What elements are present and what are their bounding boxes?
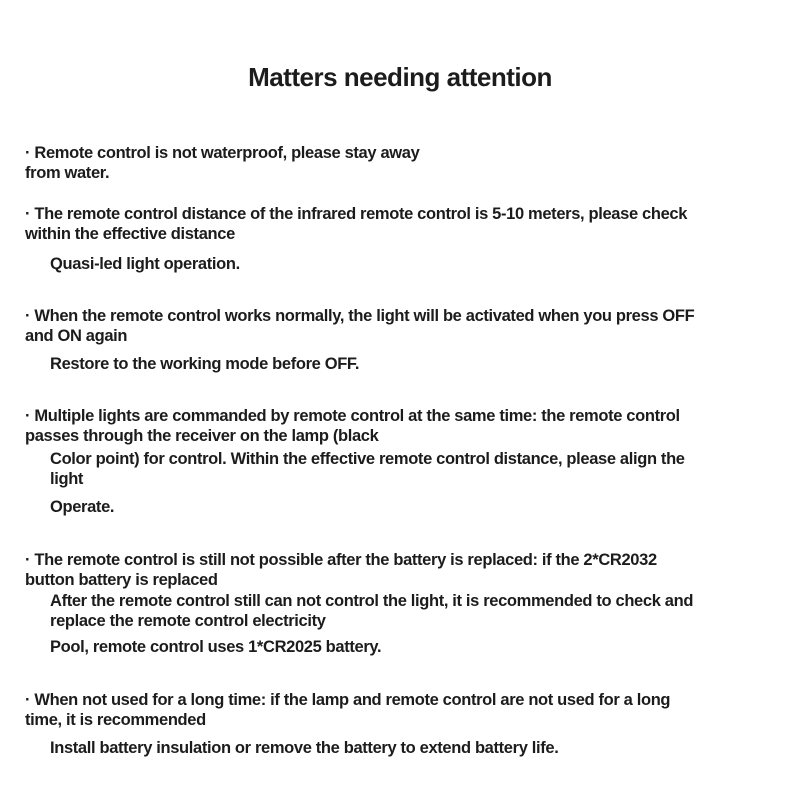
text-line: passes through the receiver on the lamp (black xyxy=(25,427,379,445)
notice-bullet xyxy=(25,204,775,244)
text-line: time, it is recommended xyxy=(25,711,206,729)
notice-subline xyxy=(25,591,775,631)
notice-subline xyxy=(25,449,775,489)
text-line: Restore to the working mode before OFF. xyxy=(50,355,360,373)
text-line: After the remote control still can not control the light, it is recommended to check and xyxy=(50,592,694,610)
text-line: Operate. xyxy=(50,498,115,516)
notice-subline xyxy=(25,497,775,517)
text-line: Quasi-led light operation. xyxy=(50,255,240,273)
text-line: Color point) for control. Within the effective remote control distance, please align the xyxy=(50,450,685,468)
notice-subline xyxy=(25,738,775,758)
page-title: Matters needing attention xyxy=(248,62,552,92)
notice-bullet xyxy=(25,690,775,730)
notice-subline xyxy=(25,354,775,374)
text-line: replace the remote control electricity xyxy=(50,612,326,630)
notice-subline xyxy=(25,637,775,657)
text-line: within the effective distance xyxy=(25,225,235,243)
notice-bullet xyxy=(25,406,775,446)
text-line: · Remote control is not waterproof, please stay away xyxy=(25,144,420,162)
text-line: · When the remote control works normally, the light will be activated when you press OFF xyxy=(25,307,695,325)
text-line: light xyxy=(50,470,84,488)
notice-bullet xyxy=(25,143,775,183)
text-line: button battery is replaced xyxy=(25,571,218,589)
text-line: · When not used for a long time: if the lamp and remote control are not used for a long xyxy=(25,691,671,709)
text-line: Install battery insulation or remove the battery to extend battery life. xyxy=(50,739,559,757)
text-line: · The remote control distance of the infrared remote control is 5-10 meters, please check xyxy=(25,205,688,223)
notice-list xyxy=(0,143,800,758)
text-line: · Multiple lights are commanded by remote control at the same time: the remote control xyxy=(25,407,680,425)
notice-subline xyxy=(25,254,775,274)
text-line: and ON again xyxy=(25,327,128,345)
text-line: Pool, remote control uses 1*CR2025 battery. xyxy=(50,638,382,656)
text-line: from water. xyxy=(25,164,110,182)
text-line: · The remote control is still not possible after the battery is replaced: if the 2*CR2032 xyxy=(25,551,657,569)
notice-bullet xyxy=(25,550,775,590)
notice-bullet xyxy=(25,306,775,346)
